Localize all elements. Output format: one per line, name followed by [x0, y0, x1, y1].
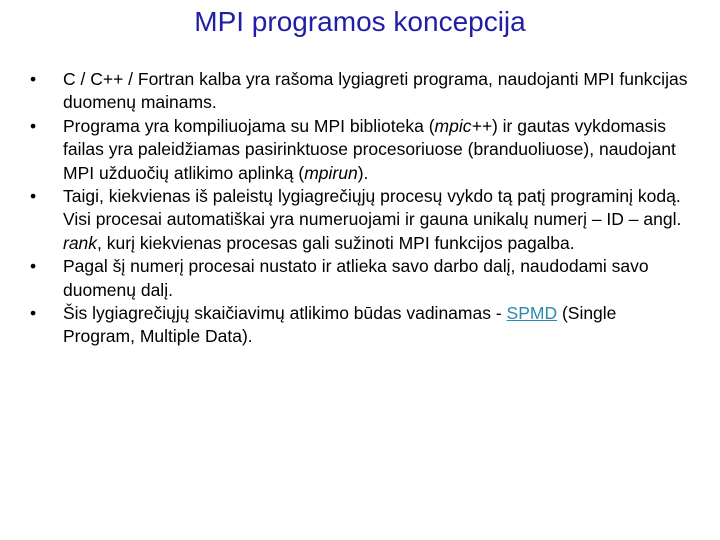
bullet-item — [30, 255, 690, 302]
bullet-list — [30, 68, 690, 349]
slide-title: MPI programos koncepcija — [194, 6, 526, 37]
bullet-dot-icon: • — [30, 69, 37, 89]
spmd-link[interactable]: SPMD — [506, 303, 558, 324]
command-mpicpp: mpic++ — [434, 115, 492, 136]
command-mpirun: mpirun — [304, 162, 358, 183]
bullet-dot-icon: • — [30, 115, 37, 136]
bullet-text: Programa yra kompiliuojama su MPI biblioteka ( — [63, 115, 435, 136]
bullet-text: ) ir gautas vykdomasis failas yra paleidžiamas pasirinktuose procesoriuose (branduoliuose), naudojant MPI užduočių atlikimo aplinką ( — [63, 115, 676, 183]
bullet-item — [30, 302, 690, 349]
bullet-text: ). — [357, 162, 369, 183]
bullet-text: C / C++ / Fortran kalba yra rašoma lygiagreti programa, naudojanti MPI funkcijas duomenų mainams. — [63, 69, 688, 113]
bullet-text: Šis lygiagrečiųjų skaičiavimų atlikimo būdas vadinamas - — [63, 303, 507, 324]
term-rank: rank — [63, 232, 98, 253]
bullet-text: Pagal šį numerį procesai nustato ir atlieka savo darbo dalį, naudodami savo duomenų dalį. — [63, 256, 649, 300]
bullet-dot-icon: • — [30, 186, 37, 207]
bullet-item — [30, 185, 690, 255]
bullet-item — [30, 115, 690, 185]
bullet-dot-icon: • — [30, 256, 37, 277]
bullet-text: Taigi, kiekvienas iš paleistų lygiagrečiųjų procesų vykdo tą patį programinį kodą. Visi procesai automatiškai yra numeruojami ir gauna unikalų numerį – ID – angl. — [63, 186, 682, 230]
bullet-text: (Single Program, Multiple Data). — [63, 303, 617, 347]
bullet-dot-icon: • — [30, 303, 37, 324]
bullet-item — [30, 68, 690, 115]
bullet-text: , kurį kiekvienas procesas gali sužinoti MPI funkcijos pagalba. — [97, 232, 575, 253]
